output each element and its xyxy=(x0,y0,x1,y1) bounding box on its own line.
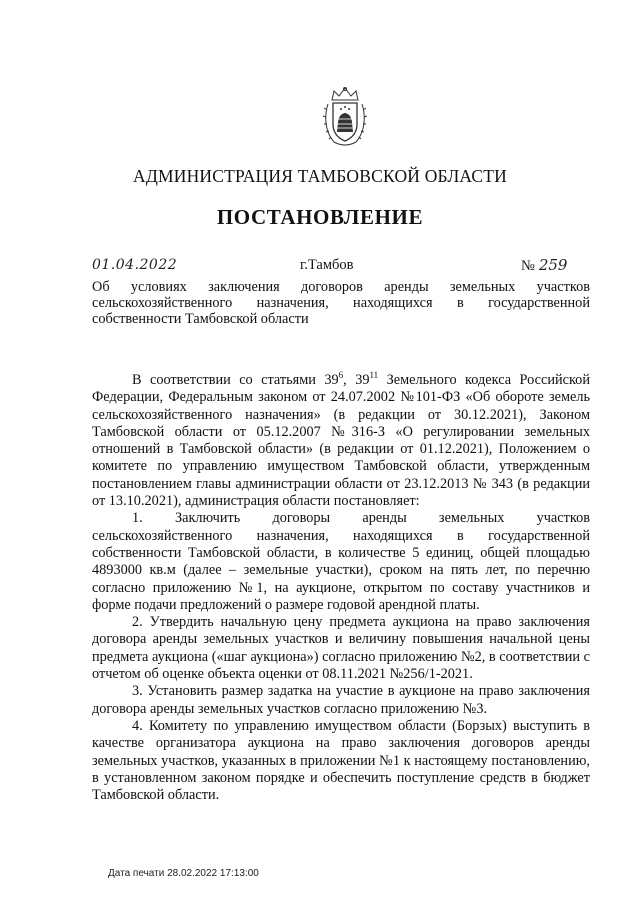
document-body xyxy=(92,372,590,804)
preamble-text-2: , 39 xyxy=(343,372,370,388)
clause-3: 3. Установить размер задатка на участие в аукционе на право заключения договора аренды земельных участков согласно приложению №3. xyxy=(92,683,590,717)
preamble-text-3: Земельного кодекса Российской Федерации, Федеральным законом от 24.07.2002 №101-ФЗ «Об обороте земель сельскохозяйственного назначения» (в редакции от 30.12.2021), Законом Тамбовской области от 05.12.2007 №316-З «О регулировании земельных отношений в Тамбовской области» (в редакции от 01.12.2021), Положением о комитете по управлению имуществом Тамбовской области, утвержденным постановлением главы администрации области от 23.12.2013 № 343 (в редакции от 13.10.2021), администрация области постановляет: xyxy=(92,372,590,510)
article-superscript-1: 6 xyxy=(338,370,344,381)
clause-4: 4. Комитету по управлению имуществом области (Борзых) выступить в качестве организатора аукциона на право заключения договоров аренды земельных участков, указанных в приложении №1 к настоящему постановлению, в установленном законом порядке и обеспечить поступление средств в бюджет Тамбовской области. xyxy=(92,717,590,804)
document-type-title: ПОСТАНОВЛЕНИЕ xyxy=(216,205,424,229)
document-subject: Об условиях заключения договоров аренды земельных участков сельскохозяйственного назначения, находящихся в государственной собственности Тамбовской области xyxy=(92,279,590,327)
document-number xyxy=(521,256,567,275)
number-prefix: № xyxy=(521,258,535,274)
coat-of-arms-emblem xyxy=(322,86,368,148)
clause-1-number: 1. xyxy=(132,510,143,527)
clause-1-text: Заключить договоры аренды земельных участков сельскохозяйственного назначения, находящихся в государственной собственности Тамбовской области, в количестве 5 единиц, общей площадью 4893000 кв.м (далее – земельные участки), сроком на пять лет, по перечню согласно приложению №1, на аукционе, открытом по составу участников и форме подачи предложений о размере годовой арендной платы. xyxy=(92,510,590,613)
organization-title: АДМИНИСТРАЦИЯ ТАМБОВСКОЙ ОБЛАСТИ xyxy=(133,166,507,186)
clause-2: 2. Утвердить начальную цену предмета аукциона на право заключения договора аренды земельных участков и величину повышения начальной цены предмета аукциона («шаг аукциона») согласно приложению №2, в соответствии с отчетом об оценке объекта оценки от 08.11.2021 №256/1-2021. xyxy=(92,614,590,683)
clause-1 xyxy=(92,510,590,614)
preamble-text-1: В соответствии со статьями 39 xyxy=(132,372,339,388)
handwritten-number: 259 xyxy=(538,256,568,274)
print-date-footer: Дата печати 28.02.2022 17:13:00 xyxy=(108,868,259,879)
preamble-paragraph xyxy=(92,372,590,510)
article-superscript-2: 11 xyxy=(369,370,379,381)
city-label: г.Тамбов xyxy=(300,257,354,273)
handwritten-date: 01.04.2022 xyxy=(92,257,178,273)
